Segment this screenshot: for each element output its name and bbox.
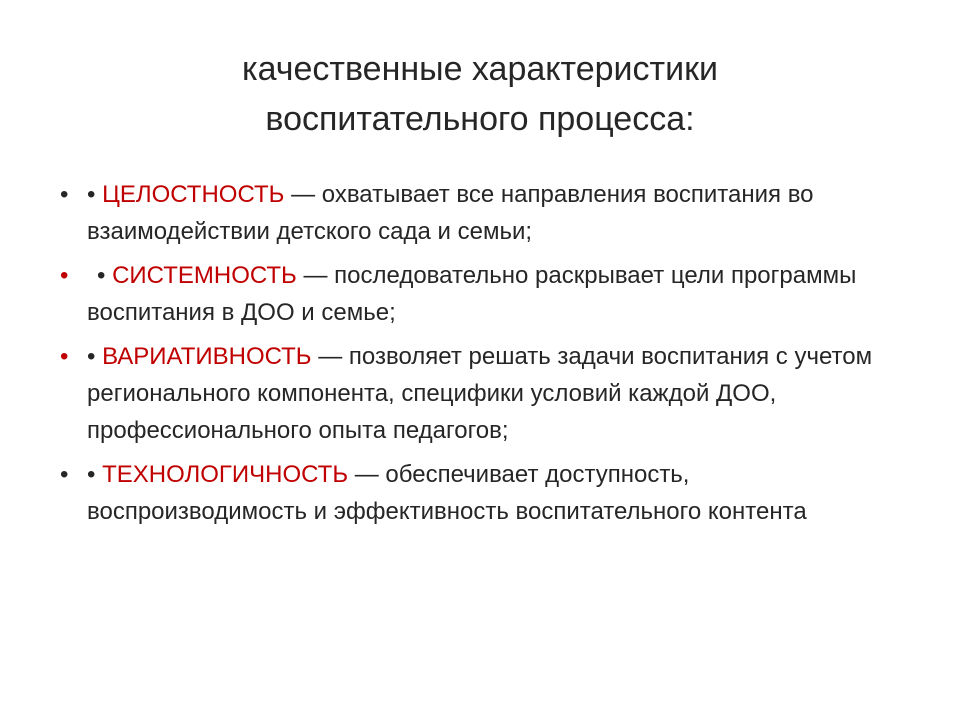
inner-bullet: • [97, 262, 106, 289]
bullet-marker: • [60, 343, 69, 370]
inner-bullet: • [87, 181, 96, 208]
list-item-technology [52, 456, 892, 530]
bullet-list [52, 176, 892, 537]
term-systemic: СИСТЕМНОСТЬ [112, 262, 297, 289]
description-integrity: — охватывает все направления воспитания во взаимодействии детского сада и семьи; [87, 181, 814, 245]
slide-title [120, 44, 840, 144]
list-item-variability [52, 338, 892, 449]
term-variability: ВАРИАТИВНОСТЬ [102, 343, 312, 370]
term-integrity: ЦЕЛОСТНОСТЬ [102, 181, 285, 208]
title-line-2: воспитательного процесса: [265, 100, 695, 138]
list-item-integrity [52, 176, 892, 250]
bullet-marker: • [60, 262, 69, 289]
bullet-marker: • [60, 181, 69, 208]
description-variability: — позволяет решать задачи воспитания с учетом регионального компонента, специфики условий каждой ДОО, профессионального опыта педагогов; [87, 343, 873, 444]
inner-bullet: • [87, 461, 96, 488]
title-line-1: качественные характеристики [242, 50, 718, 88]
list-item-systemic [52, 257, 892, 331]
inner-bullet: • [87, 343, 96, 370]
bullet-marker: • [60, 461, 69, 488]
description-systemic: — последовательно раскрывает цели программы воспитания в ДОО и семье; [87, 262, 857, 326]
term-technology: ТЕХНОЛОГИЧНОСТЬ [102, 461, 349, 488]
description-technology: — обеспечивает доступность, воспроизводимость и эффективность воспитательного контента [87, 461, 807, 525]
